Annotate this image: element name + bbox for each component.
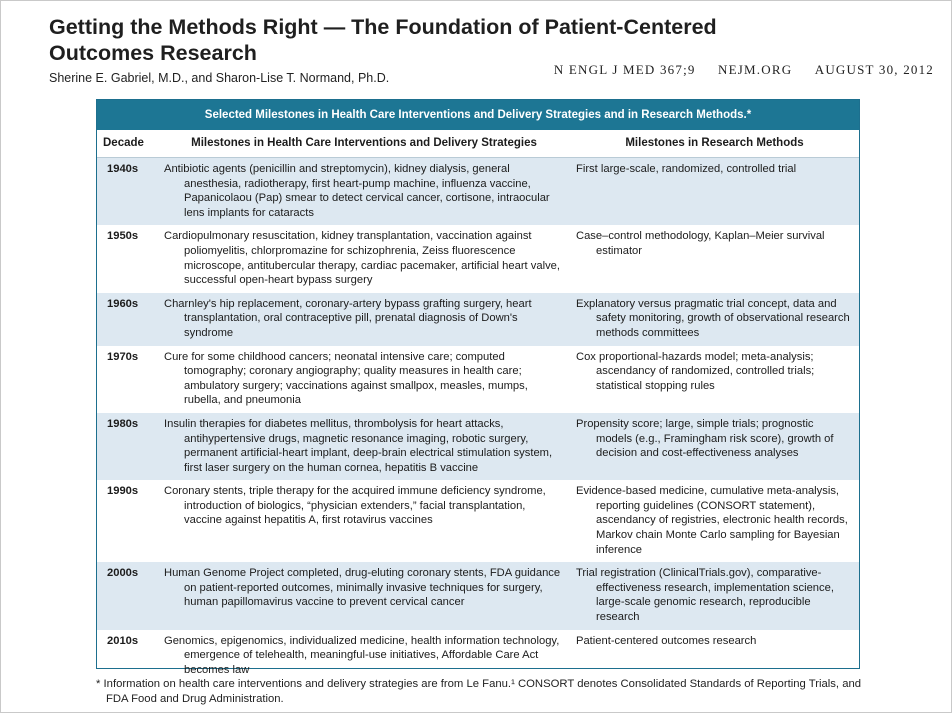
cell-decade: 1960s [97,293,158,346]
cell-health-care: Genomics, epigenomics, individualized medicine, health information technology, emergence of telehealth, meaningful-use initiatives, Affordable Care Act becomes law [164,634,560,676]
cell-research-methods: Cox proportional-hazards model; meta-analysis; ascendancy of randomized, controlled trials; statistical stopping rules [576,350,815,392]
table-caption: Selected Milestones in Health Care Interventions and Delivery Strategies and in Research Methods.* [97,100,859,130]
cell-health-care: Antibiotic agents (penicillin and streptomycin), kidney dialysis, general anesthesia, radiotherapy, first heart-pump machine, influenza vaccine, Papanicolaou (Pap) smear to detect cervical cancer, cortisone, intraocular lens implants for cataracts [164,163,550,219]
milestones-table-panel [96,99,860,676]
table-header-row [97,130,859,158]
article-title: Getting the Methods Right — The Foundation of Patient-Centered Outcomes Research [49,15,717,65]
cell-health-care: Insulin therapies for diabetes mellitus, thrombolysis for heart attacks, antihypertensive drugs, magnetic resonance imaging, robotic surgery, permanent artificial-heart implant, deep-brain electrical stimulation system, first laser surgery on the human cornea, hepatitis B vaccine [164,417,553,474]
cell-research-methods: Trial registration (ClinicalTrials.gov), comparative-effectiveness research, implementation science, large-scale genomic research, reproducible research [576,567,834,624]
cell-research-methods: Propensity score; large, simple trials; prognostic models (e.g., Framingham risk score), growth of decision and cost-effectiveness analyses [576,417,834,460]
footnote-text: * Information on health care interventions and delivery strategies are from Le Fanu.¹ CONSORT denotes Consolidated Standards of Reporting Trials, and FDA Food and Drug Administration. [96,678,862,705]
table-row [97,225,859,292]
cell-research-methods: Explanatory versus pragmatic trial concept, data and safety monitoring, growth of observational research methods committees [576,297,850,339]
cell-decade: 1990s [107,485,139,498]
header-decade: Decade [97,130,158,158]
cell-health-care: Coronary stents, triple therapy for the acquired immune deficiency syndrome, introduction of biologics, “physician extenders,” facial transplantation, vaccine against hepatitis A, first rotavirus vaccines [164,485,546,527]
cell-research-methods: Case–control methodology, Kaplan–Meier survival estimator [576,230,825,257]
table-row [97,480,859,562]
table-row [97,630,859,683]
cell-research-methods: First large-scale, randomized, controlled trial [576,163,797,175]
cell-research-methods: Patient-centered outcomes research [576,634,757,647]
header-health-care-milestones: Milestones in Health Care Interventions and Delivery Strategies [158,130,570,158]
table-row [97,346,859,413]
cell-decade: 1950s [107,230,139,243]
cell-health-care: Cardiopulmonary resuscitation, kidney transplantation, vaccination against poliomyelitis, chlorpromazine for schizophrenia, Zeiss fluorescence microscope, antitubercular therapy, cardiac pacemaker, artificial heart valve, successful open-heart bypass surgery [164,230,560,287]
header-research-methods-milestones: Milestones in Research Methods [570,130,859,158]
table-footnote [96,677,866,707]
table-row [97,158,859,226]
journal-site: NEJM.ORG [718,62,793,77]
journal-citation [554,62,934,78]
journal-date: AUGUST 30, 2012 [814,62,934,77]
milestones-table [97,130,859,682]
cell-decade: 2010s [107,634,139,647]
journal-volume: N ENGL J MED 367;9 [553,62,696,77]
table-row [97,413,859,480]
cell-decade: 1980s [97,413,158,480]
cell-health-care: Cure for some childhood cancers; neonatal intensive care; computed tomography; coronary angiography; quality measures in health care; ambulatory surgery; vaccinations against smallpox, measles, mumps, rubella, and pneumonia [164,350,528,407]
cell-decade: 2000s [97,562,158,629]
cell-decade: 1940s [97,158,158,226]
table-row [97,562,859,629]
article-authors: Sherine E. Gabriel, M.D., and Sharon-Lise T. Normand, Ph.D. [49,71,390,85]
table-row [97,293,859,346]
cell-decade: 1970s [107,350,139,363]
cell-health-care: Charnley's hip replacement, coronary-artery bypass grafting surgery, heart transplantation, oral contraceptive pill, prenatal diagnosis of Down's syndrome [164,297,532,339]
cell-health-care: Human Genome Project completed, drug-eluting coronary stents, FDA guidance on patient-reported outcomes, minimally invasive techniques for surgery, human papillomavirus vaccine to prevent cervical cancer [164,567,561,609]
cell-research-methods: Evidence-based medicine, cumulative meta-analysis, reporting guidelines (CONSORT statement), ascendancy of registries, electronic health records, Markov chain Monte Carlo sampling for Bayesian inference [576,485,848,556]
